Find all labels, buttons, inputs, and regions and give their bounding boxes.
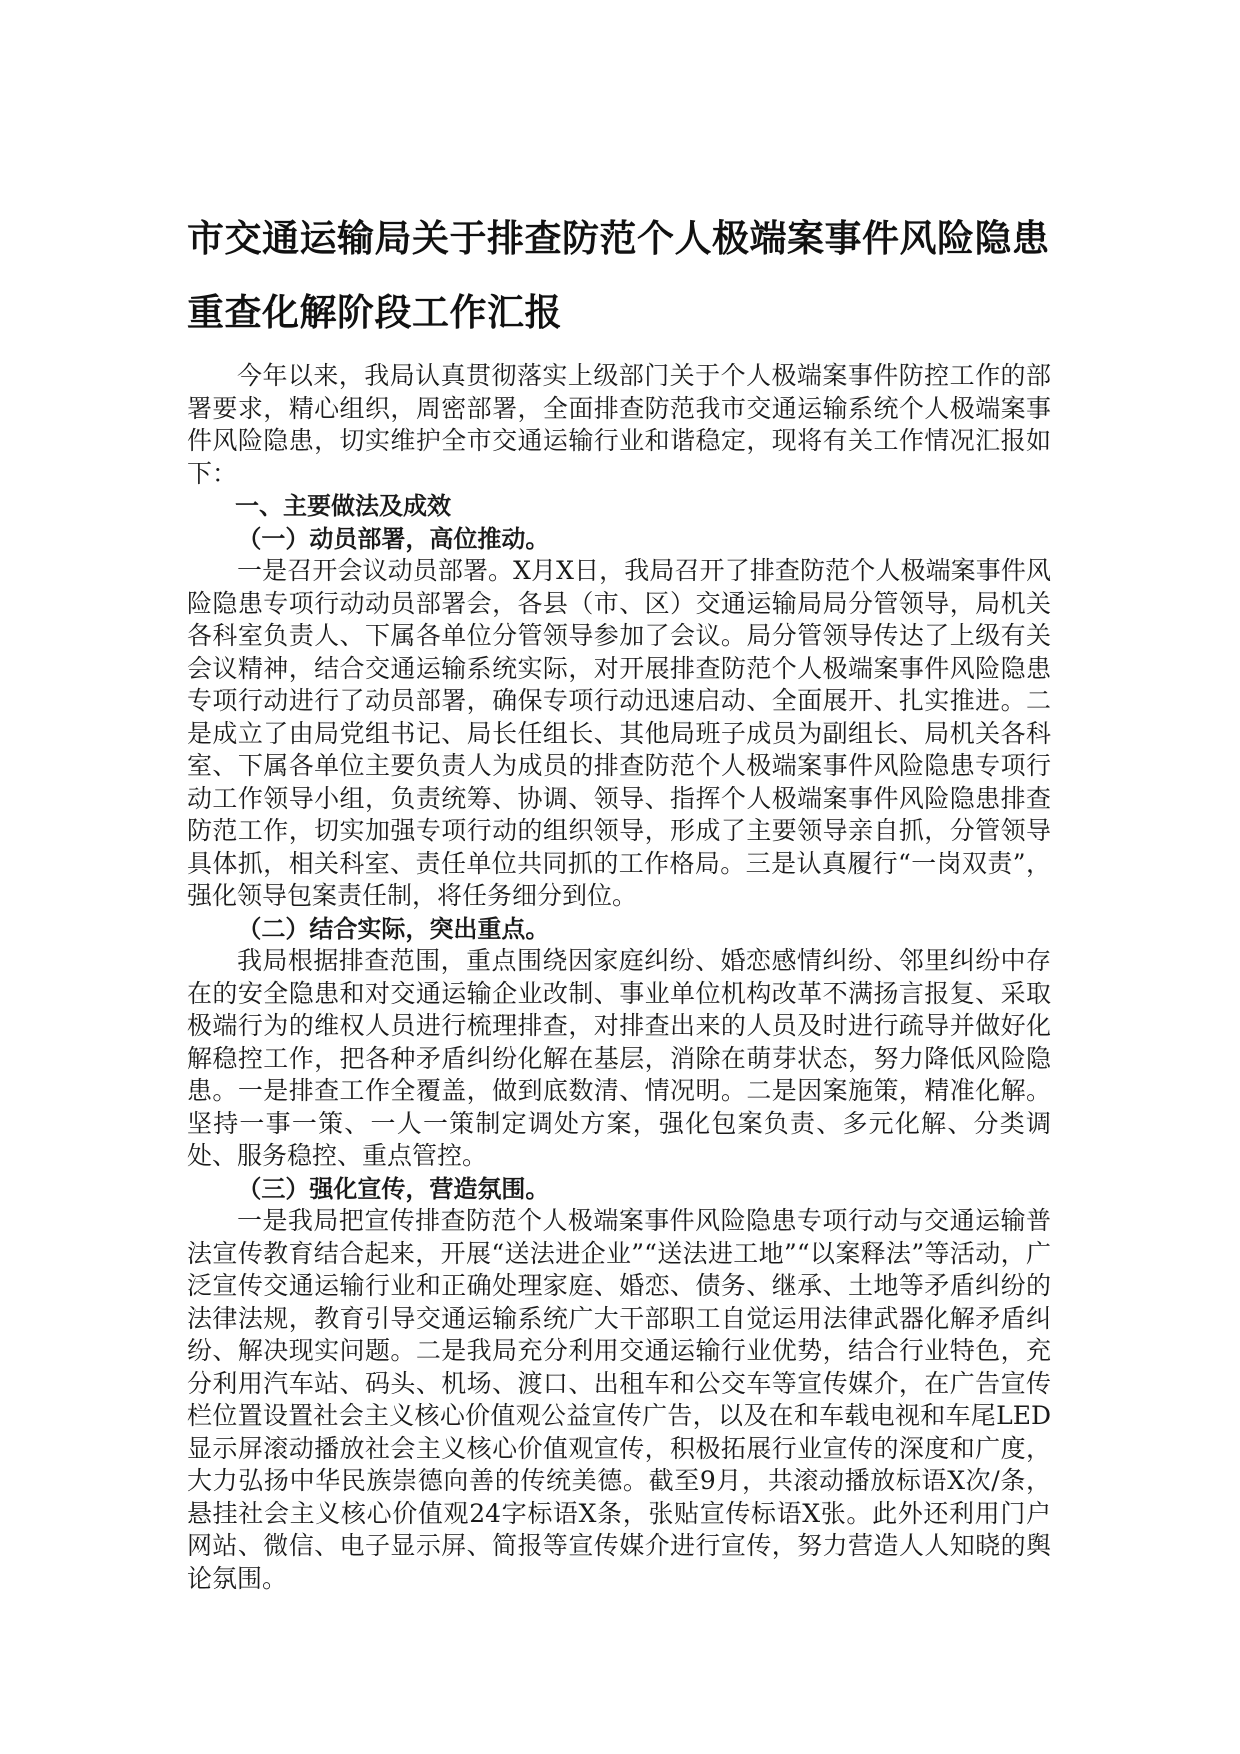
subsection-heading-focus: （二）结合实际，突出重点。 [237, 914, 550, 943]
subsection-heading-publicity: （三）强化宣传，营造氛围。 [237, 1174, 550, 1203]
subsection-body-publicity: 一是我局把宣传排查防范个人极端案事件风险隐患专项行动与交通运输普法宣传教育结合起来，开展“送法进企业”“送法进工地”“以案释法”等活动，广泛宣传交通运输行业和正确处理家庭、婚恋、债务、继承、土地等矛盾纠纷的法律法规，教育引导交通运输系统广大干部职工自觉运用法律武器化解矛盾纠纷、解决现实问题。二是我局充分利用交通运输行业优势，结合行业特色，充分利用汽车站、码头、机场、渡口、出租车和公交车等宣传媒介，在广告宣传栏位置设置社会主义核心价值观公益宣传广告，以及在和车载电视和车尾LED显示屏滚动播放社会主义核心价值观宣传，积极拓展行业宣传的深度和广度，大力弘扬中华民族崇德向善的传统美德。截至9月，共滚动播放标语X次/条，悬挂社会主义核心价值观24字标语X条，张贴宣传标语X张。此外还利用门户网站、微信、电子显示屏、简报等宣传媒介进行宣传，努力营造人人知晓的舆论氛围。 [187, 1206, 1051, 1593]
title-line-2: 重查化解阶段工作汇报 [187, 291, 562, 334]
section-heading-main-practices: 一、主要做法及成效 [235, 492, 451, 520]
subsection-heading-mobilization: （一）动员部署，高位推动。 [237, 524, 550, 553]
subsection-body-mobilization: 一是召开会议动员部署。X月X日，我局召开了排查防范个人极端案事件风险隐患专项行动动员部署会，各县（市、区）交通运输局局分管领导，局机关各科室负责人、下属各单位分管领导参加了会议。局分管领导传达了上级有关会议精神，结合交通运输系统实际，对开展排查防范个人极端案事件风险隐患专项行动进行了动员部署，确保专项行动迅速启动、全面展开、扎实推进。二是成立了由局党组书记、局长任组长、其他局班子成员为副组长、局机关各科室、下属各单位主要负责人为成员的排查防范个人极端案事件风险隐患专项行动工作领导小组，负责统筹、协调、领导、指挥个人极端案事件风险隐患排查防范工作，切实加强专项行动的组织领导，形成了主要领导亲自抓，分管领导具体抓，相关科室、责任单位共同抓的工作格局。三是认真履行“一岗双责”，强化领导包案责任制，将任务细分到位。 [187, 556, 1051, 910]
subsection-body-focus: 我局根据排查范围，重点围绕因家庭纠纷、婚恋感情纠纷、邻里纠纷中存在的安全隐患和对交通运输企业改制、事业单位机构改革不满扬言报复、采取极端行为的维权人员进行梳理排查，对排查出来的人员及时进行疏导并做好化解稳控工作，把各种矛盾纠纷化解在基层，消除在萌芽状态，努力降低风险隐患。一是排查工作全覆盖，做到底数清、情况明。二是因案施策，精准化解。坚持一事一策、一人一策制定调处方案，强化包案负责、多元化解、分类调处、服务稳控、重点管控。 [187, 946, 1051, 1170]
document-body [187, 202, 1051, 1595]
title-line-1: 市交通运输局关于排查防范个人极端案事件风险隐患 [187, 217, 1050, 260]
intro-paragraph: 今年以来，我局认真贯彻落实上级部门关于个人极端案事件防控工作的部署要求，精心组织，周密部署，全面排查防范我市交通运输系统个人极端案事件风险隐患，切实维护全市交通运输行业和谐稳定，现将有关工作情况汇报如下： [187, 361, 1051, 488]
document-title [187, 202, 1051, 350]
